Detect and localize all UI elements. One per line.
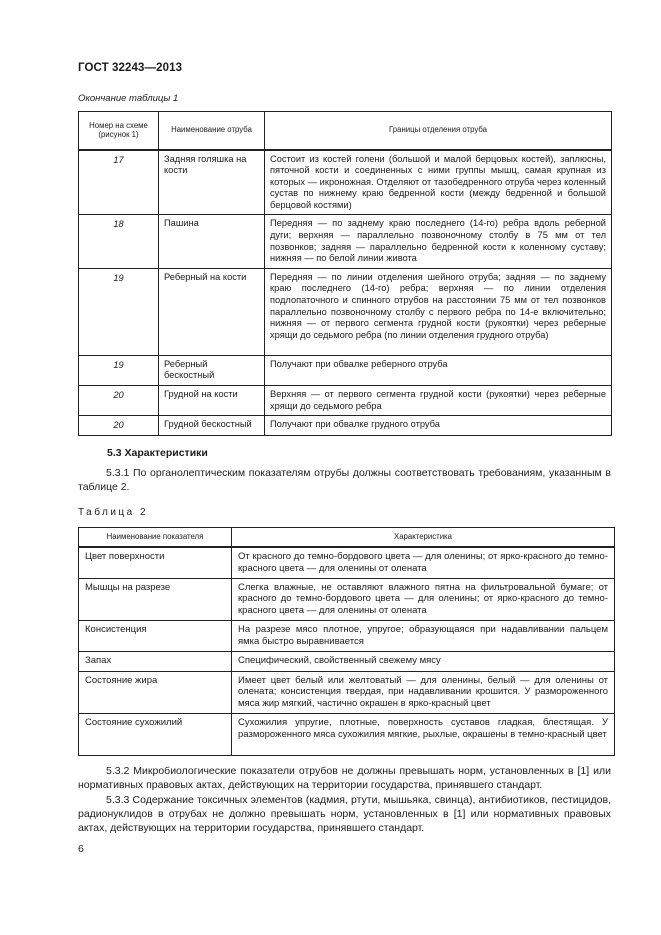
cut-name: Задняя голяшка на кости xyxy=(159,150,265,215)
paragraph-5-3-3 xyxy=(78,793,611,835)
cut-boundaries: Передняя — по заднему краю последнего (14-го) ребра вдоль реберной дуги; верхняя — параллельно позвоночному столбу в 75 мм от тел позвонков; задняя — параллельно бедренной кости к коленному суставу; нижняя — по белой линии живота xyxy=(265,215,612,268)
table1 xyxy=(78,111,612,436)
indicator-name: Мышцы на разрезе xyxy=(79,578,232,620)
table-row xyxy=(79,713,615,755)
table2-col-characteristic: Характеристика xyxy=(232,528,615,548)
cut-number: 20 xyxy=(79,386,159,416)
table1-caption: Окончание таблицы 1 xyxy=(78,93,179,104)
cut-number: 17 xyxy=(79,150,159,215)
indicator-characteristic: Слегка влажные, не оставляют влажного пятна на фильтровальной бумаге; от красного до темно-бордового цвета — для оленины; от ярко-красного до темно-красного цвета — для оленины от олената xyxy=(232,578,615,620)
table1-header-row xyxy=(79,112,612,150)
indicator-name: Цвет поверхности xyxy=(79,547,232,578)
cut-name: Пашина xyxy=(159,215,265,268)
indicator-characteristic: От красного до темно-бордового цвета — для оленины; от ярко-красного до темно-красного цвета — для оленины от олената xyxy=(232,547,615,578)
table1-col-boundaries: Границы отделения отруба xyxy=(265,112,612,150)
table-row xyxy=(79,150,612,215)
paragraph-text: 5.3.2 Микробиологические показатели отрубов не должны превышать норм, установленных в [1] или нормативных правовых актах, действующих на территории государства, принявшего стандарт. xyxy=(78,765,611,791)
indicator-name: Состояние сухожилий xyxy=(79,713,232,755)
cut-number: 20 xyxy=(79,416,159,436)
paragraph-text: 5.3.3 Содержание токсичных элементов (кадмия, ртути, мышьяка, свинца), антибиотиков, пестицидов, радионуклидов в отрубах не должно превышать норм, установленных в [1] или нормативных правовых актах, действующих на территории государства, принявшего стандарт. xyxy=(78,794,611,834)
standard-header: ГОСТ 32243—2013 xyxy=(78,62,183,74)
table-row xyxy=(79,215,612,268)
table-row xyxy=(79,386,612,416)
table-row xyxy=(79,651,615,671)
cut-number: 19 xyxy=(79,355,159,385)
cut-number: 19 xyxy=(79,268,159,355)
table1-col-number: Номер на схеме (рисунок 1) xyxy=(79,112,159,150)
indicator-name: Консистенция xyxy=(79,620,232,651)
table1-col-name: Наименование отруба xyxy=(159,112,265,150)
cut-name: Реберный бескостный xyxy=(159,355,265,385)
table2-col-indicator: Наименование показателя xyxy=(79,528,232,548)
cut-name: Реберный на кости xyxy=(159,268,265,355)
indicator-name: Запах xyxy=(79,651,232,671)
table2-header-row xyxy=(79,528,615,548)
table-row xyxy=(79,620,615,651)
cut-boundaries: Получают при обвалке реберного отруба xyxy=(265,355,612,385)
table-row xyxy=(79,355,612,385)
table-row xyxy=(79,671,615,713)
table2 xyxy=(78,527,615,756)
indicator-name: Состояние жира xyxy=(79,671,232,713)
indicator-characteristic: Имеет цвет белый или желтоватый — для оленины, белый — для оленины от олената; консистенция твердая, при надавливании крошится. У размороженного мяса жир мягкий, частично окрашен в ярко-красный цвет xyxy=(232,671,615,713)
table-row xyxy=(79,268,612,355)
table-row xyxy=(79,547,615,578)
paragraph-text: 5.3.1 По органолептическим показателям отрубы должны соответствовать требованиям, указанным в таблице 2. xyxy=(78,467,611,493)
cut-boundaries: Передняя — по линии отделения шейного отруба; задняя — по заднему краю последнего (14-го) ребра; верхняя — по линии отделения подлопаточного и спинного отрубов на расстоянии 75 мм от тел позвонков параллельно позвоночному столбу с первого ребра по 14-е включительно; нижняя — от первого сегмента грудной кости (рукоятки) через реберные хрящи до седьмого ребра (по линии отделения грудного отруба) xyxy=(265,268,612,355)
indicator-characteristic: Сухожилия упругие, плотные, поверхность суставов гладкая, блестящая. У размороженного мяса сухожилия мягкие, рыхлые, окрашены в темно-красный цвет xyxy=(232,713,615,755)
cut-boundaries: Состоит из костей голени (большой и малой берцовых костей), заплюсны, пяточной кости и соединенных с ними группы мышц, самая крупная из которых — икроножная. Отделяют от тазобедренного отруба через коленный сустав по нижнему краю бедренной кости (между бедренной и большой берцовой костями) xyxy=(265,150,612,215)
cut-number: 18 xyxy=(79,215,159,268)
table2-caption: Таблица 2 xyxy=(78,507,149,518)
cut-name: Грудной бескостный xyxy=(159,416,265,436)
paragraph-5-3-1 xyxy=(78,466,611,494)
indicator-characteristic: Специфический, свойственный свежему мясу xyxy=(232,651,615,671)
cut-name: Грудной на кости xyxy=(159,386,265,416)
section-title: 5.3 Характеристики xyxy=(107,447,208,459)
cut-boundaries: Верхняя — от первого сегмента грудной кости (рукоятки) через реберные хрящи до седьмого ребра xyxy=(265,386,612,416)
table-row xyxy=(79,578,615,620)
indicator-characteristic: На разрезе мясо плотное, упругое; образующаяся при надавливании пальцем ямка быстро выравнивается xyxy=(232,620,615,651)
cut-boundaries: Получают при обвалке грудного отруба xyxy=(265,416,612,436)
page-number: 6 xyxy=(78,843,84,855)
paragraph-5-3-2 xyxy=(78,764,611,792)
table-row xyxy=(79,416,612,436)
